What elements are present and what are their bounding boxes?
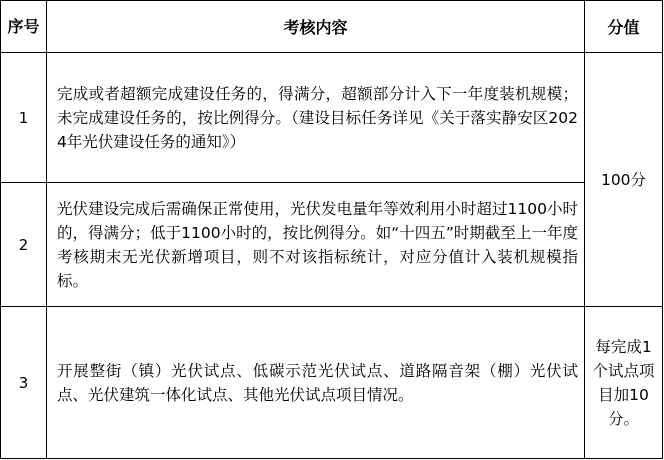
- row-score-merged: 100分: [585, 53, 663, 307]
- row-score: 每完成1个试点项目加10分。: [585, 307, 663, 459]
- row-content: 光伏建设完成后需确保正常使用，光伏发电量年等效利用小时超过1100小时的，得满分；低于1100小时的，按比例得分。如“十四五”时期截至上一年度考核期末无光伏新增项目，则不对该指标统计，对应分值计入装机规模指标。: [47, 183, 585, 307]
- table-row: [1, 183, 663, 307]
- header-score: 分值: [585, 1, 663, 53]
- table-row: [1, 307, 663, 459]
- row-seq: 1: [1, 53, 47, 183]
- row-seq: 2: [1, 183, 47, 307]
- row-content: 完成或者超额完成建设任务的，得满分，超额部分计入下一年度装机规模；未完成建设任务的，按比例得分。（建设目标任务详见《关于落实静安区2024年光伏建设任务的通知》）: [47, 53, 585, 183]
- header-content: 考核内容: [47, 1, 585, 53]
- header-seq: [1, 1, 47, 53]
- row-seq: 3: [1, 307, 47, 459]
- header-seq-text: 序号: [7, 16, 40, 36]
- header-row: [1, 1, 663, 53]
- row-content: 开展整街（镇）光伏试点、低碳示范光伏试点、道路隔音架（棚）光伏试点、光伏建筑一体化试点、其他光伏试点项目情况。: [47, 307, 585, 459]
- table-row: [1, 53, 663, 183]
